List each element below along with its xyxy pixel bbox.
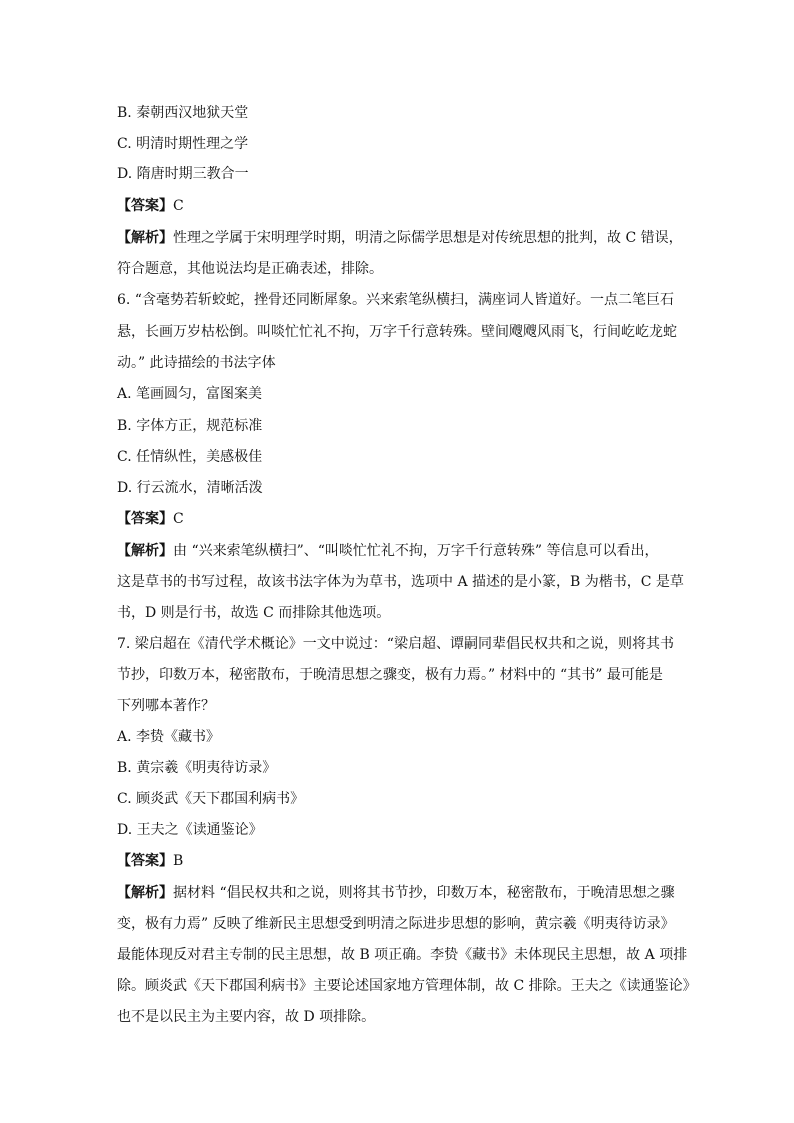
answer-q6 <box>117 509 682 529</box>
analysis-text: 由 “兴来索笔纵横扫”、“叫啖忙忙礼不拘，万字千行意转殊” 等信息可以看出， <box>173 543 659 559</box>
option-c-q5: C. 明清时期性理之学 <box>117 136 249 152</box>
option-a-q7: A. 李贽《藏书》 <box>117 729 221 745</box>
answer-tag: 【答案】 <box>117 511 173 527</box>
analysis-q7-line4: 除。顾炎武《天下郡国利病书》主要论述国家地方管理体制，故 C 排除。王夫之《读通鉴论》 <box>117 978 697 994</box>
option-c-q6: C. 任情纵性，美感极佳 <box>117 449 263 465</box>
analysis-q5-line1 <box>117 228 682 248</box>
analysis-q6-line1 <box>117 541 682 561</box>
analysis-text: 据材料 “倡民权共和之说，则将其书节抄，印数万本，秘密散布，于晚清思想之骤 <box>173 885 675 901</box>
question-7-line1: 7. 梁启超在《清代学术概论》一文中说过：“梁启超、谭嗣同辈倡民权共和之说，则将其书 <box>117 636 674 652</box>
option-d-q7: D. 王夫之《读通鉴论》 <box>117 822 263 838</box>
question-6-line1: 6. “含毫势若斩蛟蛇，挫骨还同断犀象。兴来索笔纵横扫，满座词人皆道好。一点二笔巨石 <box>117 292 674 308</box>
option-d-q6: D. 行云流水，清晰活泼 <box>117 480 263 496</box>
option-a-q6: A. 笔画圆匀，富图案美 <box>117 386 263 402</box>
analysis-tag: 【解析】 <box>117 543 173 559</box>
analysis-tag: 【解析】 <box>117 885 173 901</box>
analysis-q6-line2: 这是草书的书写过程，故该书法字体为为草书，选项中 A 描述的是小篆，B 为楷书，C 是草 <box>117 574 684 590</box>
option-c-q7: C. 顾炎武《天下郡国利病书》 <box>117 791 305 807</box>
answer-q7 <box>117 851 682 871</box>
question-6-line3: 动。” 此诗描绘的书法字体 <box>117 355 276 371</box>
analysis-tag: 【解析】 <box>117 230 173 246</box>
question-7-line3: 下列哪本著作？ <box>117 698 215 714</box>
option-d-q5: D. 隋唐时期三教合一 <box>117 166 249 182</box>
analysis-q5-line2: 符合题意，其他说法均是正确表述，排除。 <box>117 261 383 277</box>
analysis-q6-line3: 书，D 则是行书，故选 C 而排除其他选项。 <box>117 605 391 621</box>
analysis-text: 性理之学属于宋明理学时期，明清之际儒学思想是对传统思想的批判，故 C 错误， <box>173 230 683 246</box>
analysis-q7-line3: 最能体现反对君主专制的民主思想，故 B 项正确。李贽《藏书》未体现民主思想，故 A 项排 <box>117 947 688 963</box>
answer-value: C <box>173 511 184 527</box>
analysis-q7-line1 <box>117 883 682 903</box>
answer-q5 <box>117 196 682 216</box>
answer-value: B <box>173 853 184 869</box>
analysis-q7-line2: 变，极有力焉” 反映了维新民主思想受到明清之际进步思想的影响，黄宗羲《明夷待访录》 <box>117 916 675 932</box>
answer-value: C <box>173 198 184 214</box>
answer-tag: 【答案】 <box>117 853 173 869</box>
question-7-line2: 节抄，印数万本，秘密散布，于晚清思想之骤变，极有力焉。” 材料中的 “其书” 最可能是 <box>117 667 663 683</box>
option-b-q6: B. 字体方正，规范标准 <box>117 418 263 434</box>
option-b-q7: B. 黄宗羲《明夷待访录》 <box>117 760 277 776</box>
answer-tag: 【答案】 <box>117 198 173 214</box>
analysis-q7-line5: 也不是以民主为主要内容，故 D 项排除。 <box>117 1009 376 1025</box>
option-b-q5: B. 秦朝西汉地狱天堂 <box>117 105 249 121</box>
question-6-line2: 悬，长画万岁枯松倒。叫啖忙忙礼不拘，万字千行意转殊。壁间飕飕风雨飞，行间屹屹龙蛇 <box>117 324 677 340</box>
